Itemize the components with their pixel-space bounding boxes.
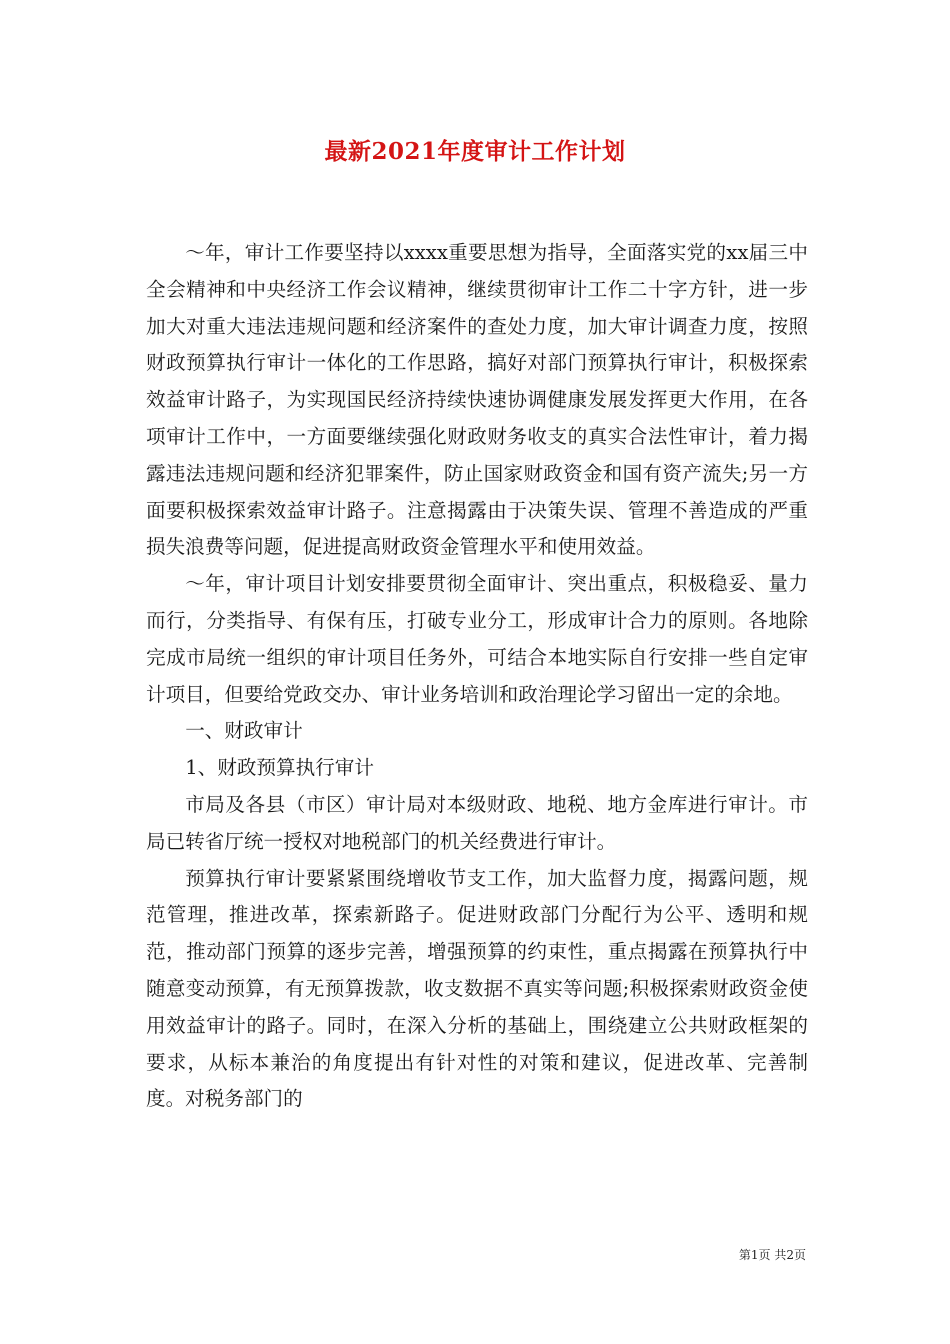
subsection-heading: 1、财政预算执行审计 — [185, 756, 374, 780]
paragraph: ～年，审计工作要坚持以xxxx重要思想为指导，全面落实党的xx届三中全会精神和中央经济工作会议精神，继续贯彻审计工作二十字方针，进一步加大对重大违法违规问题和经济案件的查处力度，加大审计调查力度，按照财政预算执行审计一体化的工作思路，搞好对部门预算执行审计，积极探索效益审计路子，为实现国民经济持续快速协调健康发展发挥更大作用，在各项审计工作中，一方面要继续强化财政财务收支的真实合法性审计，着力揭露违法违规问题和经济犯罪案件，防止国家财政资金和国有资产流失;另一方面要积极探索效益审计路子。注意揭露由于决策失误、管理不善造成的严重损失浪费等问题，促进提高财政资金管理水平和使用效益。 — [146, 241, 808, 559]
section-heading: 一、财政审计 — [185, 719, 303, 743]
document-body — [146, 235, 808, 1118]
paragraph: ～年，审计项目计划安排要贯彻全面审计、突出重点，积极稳妥、量力而行，分类指导、有保有压，打破专业分工，形成审计合力的原则。各地除完成市局统一组织的审计项目任务外，可结合本地实际自行安排一些自定审计项目，但要给党政交办、审计业务培训和政治理论学习留出一定的余地。 — [146, 572, 808, 706]
document-title: 最新2021年度审计工作计划 — [324, 138, 626, 165]
page-number: 第1页 共2页 — [738, 1248, 806, 1262]
paragraph: 预算执行审计要紧紧围绕增收节支工作，加大监督力度，揭露问题，规范管理，推进改革，探索新路子。促进财政部门分配行为公平、透明和规范，推动部门预算的逐步完善，增强预算的约束性，重点揭露在预算执行中随意变动预算，有无预算拨款，收支数据不真实等问题;积极探索财政资金使用效益审计的路子。同时，在深入分析的基础上，围绕建立公共财政框架的要求，从标本兼治的角度提出有针对性的对策和建议，促进改革、完善制度。对税务部门的 — [146, 866, 808, 1111]
paragraph: 市局及各县（市区）审计局对本级财政、地税、地方金库进行审计。市局已转省厅统一授权对地税部门的机关经费进行审计。 — [146, 792, 808, 853]
